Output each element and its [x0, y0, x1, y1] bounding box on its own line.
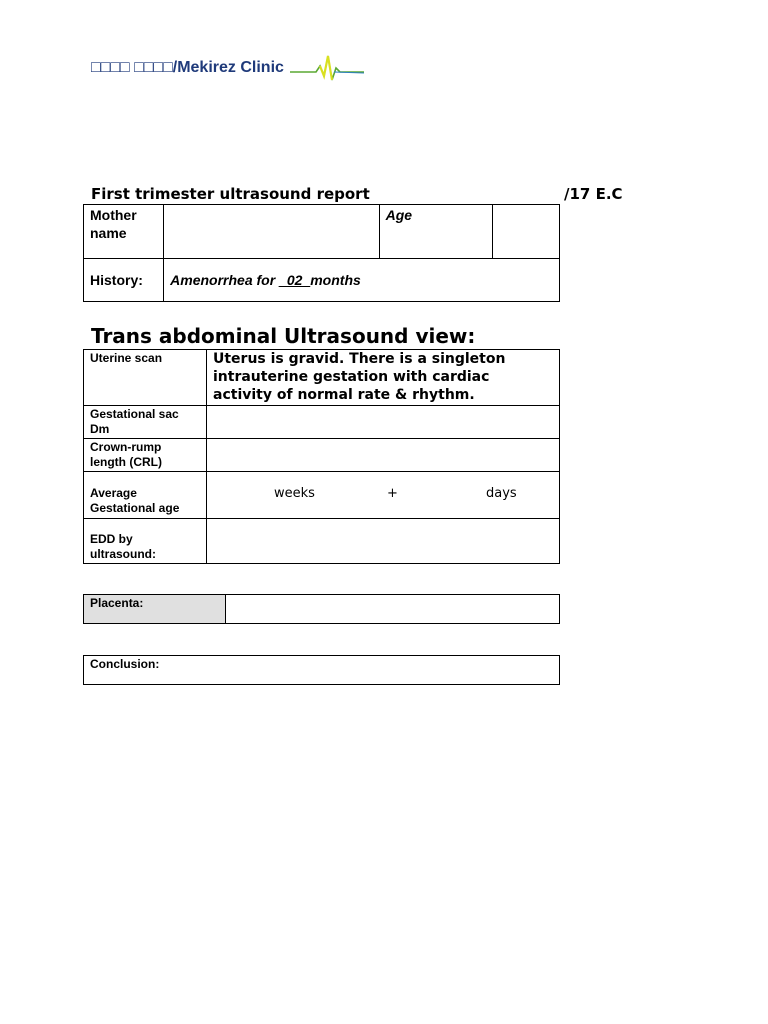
history-suffix: months	[310, 272, 361, 288]
mother-name-label-line2: name	[90, 225, 127, 241]
edd-label	[84, 519, 207, 564]
gestational-sac-label	[84, 406, 207, 439]
avg-ga-label	[84, 472, 207, 519]
crl-field[interactable]	[207, 439, 560, 472]
days-label: days	[486, 486, 517, 501]
plus-sign: +	[387, 486, 398, 501]
avg-ga-field[interactable]	[207, 472, 560, 519]
history-months[interactable]: _02_	[279, 272, 311, 288]
report-date-suffix: /17 E.C	[564, 185, 623, 203]
weeks-label: weeks	[274, 486, 315, 501]
uterine-scan-value: Uterus is gravid. There is a singleton intrauterine gestation with cardiac activity of normal rate & rhythm.	[207, 350, 560, 406]
gestational-sac-label-line1: Gestational sac	[90, 407, 179, 421]
crl-label-line1: Crown-rump	[90, 440, 162, 454]
age-label: Age	[379, 205, 492, 259]
edd-label-line1: EDD by	[90, 532, 133, 546]
placenta-table	[83, 594, 560, 624]
ultrasound-scan-table	[83, 349, 560, 564]
uterine-scan-label: Uterine scan	[84, 350, 207, 406]
avg-ga-label-line2: Gestational age	[90, 501, 180, 515]
gestational-sac-label-line2: Dm	[90, 422, 110, 436]
gestational-sac-field[interactable]	[207, 406, 560, 439]
edd-label-line2: ultrasound:	[90, 547, 156, 561]
mother-name-field[interactable]	[164, 205, 379, 259]
section-title: Trans abdominal Ultrasound view:	[91, 324, 476, 348]
mother-name-label	[84, 205, 164, 259]
crl-label	[84, 439, 207, 472]
conclusion-field[interactable]	[84, 656, 560, 685]
history-value	[164, 259, 560, 302]
history-label: History:	[84, 259, 164, 302]
history-prefix: Amenorrhea for	[170, 272, 280, 288]
conclusion-table	[83, 655, 560, 685]
age-field[interactable]	[492, 205, 559, 259]
clinic-header	[91, 56, 364, 80]
avg-ga-label-line1: Average	[90, 486, 137, 500]
patient-info-table	[83, 204, 560, 302]
clinic-name: □□□□ □□□□/Mekirez Clinic	[91, 59, 284, 76]
crl-label-line2: length (CRL)	[90, 455, 162, 469]
placenta-field[interactable]	[226, 595, 560, 624]
conclusion-label: Conclusion:	[90, 657, 160, 671]
edd-field[interactable]	[207, 519, 560, 564]
heartbeat-wave-icon	[290, 52, 364, 84]
mother-name-label-line1: Mother	[90, 207, 137, 223]
placenta-label: Placenta:	[84, 595, 226, 624]
report-title: First trimester ultrasound report	[91, 185, 370, 203]
